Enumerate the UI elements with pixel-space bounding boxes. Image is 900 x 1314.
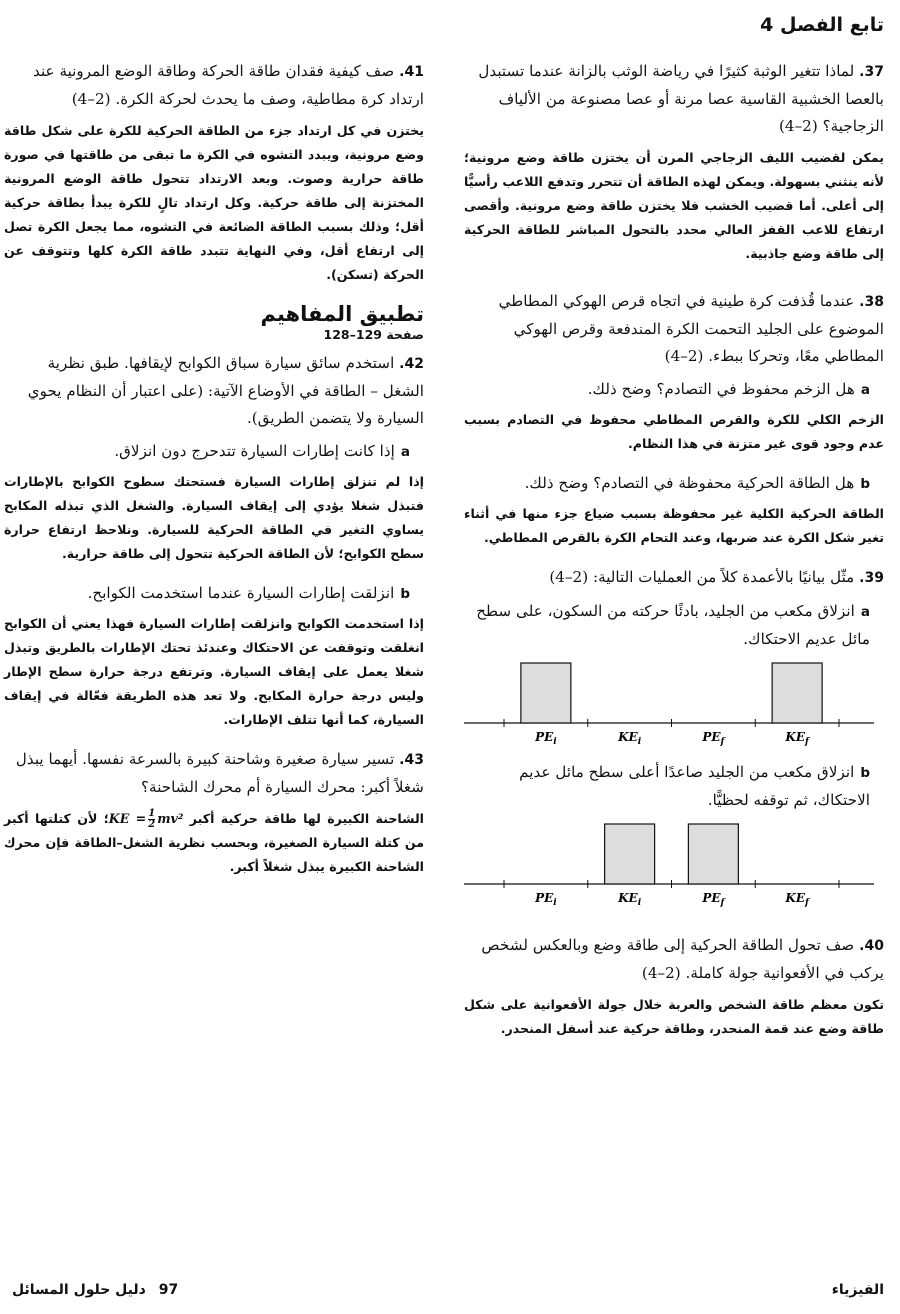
footer-subject: الفيزياء	[831, 1282, 884, 1298]
energy-bar-chart-a	[464, 661, 884, 749]
sub-question-b: bانزلاق مكعب من الجليد صاعدًا أعلى سطح مائل عديم الاحتكاك، ثم توقفه لحظيًّا.	[519, 763, 870, 809]
fraction: $\frac{1}{2}$	[148, 808, 156, 830]
question-38	[464, 288, 884, 550]
answer-text: إذا استخدمت الكوابح وانزلقت إطارات السيارة فهذا يعني أن الكوابح انغلقت وتوقفت عن الاحتكاك وعندئذ تحتك الإطارات بالطريق وتبذل شغلا يعمل على إيقاف السيارة. وترتفع درجة حرارة سطح الإطار وليس درجة حرارة المكابح. ولا تعد هذه الطريقة فعّالة في إيقاف السيارة، كما أنها تتلف الإطارات.	[4, 616, 424, 727]
sub-question-b: bهل الطاقة الحركية محفوظة في التصادم؟ وضح ذلك.	[524, 474, 870, 492]
tick-label-KE_i: $KE_i$	[618, 891, 642, 908]
question-text: صف تحول الطاقة الحركية إلى طاقة وضع وبالعكس لشخص يركب في الأفعوانية جولة كاملة. (2–4)	[481, 936, 884, 982]
question-41	[4, 58, 424, 287]
tick-label-KE_f: $KE_f$	[785, 730, 809, 747]
section-title: تطبيق المفاهيم	[260, 302, 424, 326]
sub-question-a: aانزلاق مكعب من الجليد، بادئًا حركته من السكون، على سطح مائل عديم الاحتكاك.	[476, 602, 870, 648]
question-text: عندما قُذفت كرة طينية في اتجاه قرص الهوكي المطاطي الموضوع على الجليد التحمت الكرة المندفعة وقرص الهوكي المطاطي معًا، وتحركا ببطء. (2–4)	[498, 292, 884, 365]
bar-PE_i	[521, 663, 571, 723]
question-text: لماذا تتغير الوثبة كثيرًا في رياضة الوثب بالزانة عندما تستبدل بالعصا الخشبية القاسية عصا مرنة أو عصا مصنوعة من الألياف الزجاجية؟ (2–4)	[478, 62, 884, 135]
question-text: استخدم سائق سيارة سباق الكوابح لإيقافها. طبق نظرية الشغل – الطاقة في الأوضاع الآتية: (على اعتبار أن النظام يحوي السيارة ولا يتضمن الطريق).	[27, 354, 424, 427]
tick-label-KE_f: $KE_f$	[785, 891, 809, 908]
bar-chart-svg	[464, 822, 874, 910]
question-number: 37 .	[854, 64, 884, 80]
book-title: دليل حلول المسائل	[12, 1282, 146, 1298]
tick-label-PE_i: $PE_i$	[535, 730, 557, 747]
page-header	[16, 14, 884, 40]
bar-KE_i	[605, 824, 655, 884]
section-pages: صفحة 129–128	[323, 327, 424, 342]
bar-chart-svg	[464, 661, 874, 749]
tick-label-PE_i: $PE_i$	[535, 891, 557, 908]
section-heading	[4, 301, 424, 342]
question-number: 42 .	[394, 356, 424, 372]
left-column	[4, 58, 424, 893]
right-column	[464, 58, 884, 1055]
chapter-title: تابع الفصل 4	[760, 14, 884, 36]
tick-label-PE_f: $PE_f$	[702, 730, 725, 747]
sub-question-b: bانزلقت إطارات السيارة عندما استخدمت الكوابح.	[87, 584, 410, 602]
answer-text: تكون معظم طاقة الشخص والعربة خلال جولة الأفعوانية على شكل طاقة وضع عند قمة المنحدر، وطاقة حركية عند أسفل المنحدر.	[464, 997, 884, 1036]
question-number: 43 .	[394, 752, 424, 768]
tick-label-KE_i: $KE_i$	[618, 730, 642, 747]
bar-PE_f	[688, 824, 738, 884]
question-text: مثّل بيانيًا بالأعمدة كلاً من العمليات التالية: (2–4)	[549, 568, 855, 586]
question-text: تسير سيارة صغيرة وشاحنة كبيرة بالسرعة نفسها. أيهما يبذل شغلاً أكبر: محرك السيارة أم محرك الشاحنة؟	[15, 750, 424, 796]
question-40	[464, 932, 884, 1041]
question-number: 38 .	[854, 294, 884, 310]
sub-question-a: aهل الزخم محفوظ في التصادم؟ وضح ذلك.	[587, 380, 870, 398]
question-37	[464, 58, 884, 266]
page-footer	[12, 1282, 884, 1304]
question-42	[4, 350, 424, 732]
kinetic-energy-formula: KE = $\frac{1}{2}$ mv²	[108, 808, 184, 830]
answer-text: الشاحنة الكبيرة لها طاقة حركية أكبر KE = $\frac{1}{2}$ mv²؛ لأن كتلتها أكبر من كتلة السيارة الصغيرة، وبحسب نظرية الشغل–الطاقة فإن محرك الشاحنة الكبيرة يبذل شغلاً أكبر.	[4, 808, 424, 874]
question-43	[4, 746, 424, 879]
question-39	[464, 564, 884, 910]
sub-question-a: aإذا كانت إطارات السيارة تتدحرج دون انزلاق.	[114, 442, 410, 460]
bar-KE_f	[772, 663, 822, 723]
answer-text: يمكن لقضيب الليف الزجاجي المرن أن يختزن طاقة وضع مرونية؛لأنه ينثني بسهولة. ويمكن لهذه الطاقة أن تتحرر وتدفع اللاعب رأسيًّا إلى أعلى. أما قضيب الخشب فلا يختزن طاقة وضع مرونية. وأقصى ارتفاع للاعب القفز العالي محدد بالتحول المباشر للطاقة الحركية إلى طاقة وضع جاذبية.	[464, 150, 884, 261]
page-number: 97	[158, 1282, 179, 1298]
question-number: 41 .	[394, 64, 424, 80]
question-number: 40 .	[854, 938, 884, 954]
answer-text: يختزن في كل ارتداد جزء من الطاقة الحركية للكرة على شكل طاقة وضع مرونية، ويبدد التشوه في الكرة ما تبقى من طاقتها في صورة طاقة حرارية وصوت. وبعد الارتداد تتحول طاقة الوضع المرونية المختزنة إلى طاقة حركية. وكل ارتداد تالٍ للكرة يبدأ بطاقة حركية أقل؛ وذلك بسبب الطاقة الضائعة في التشوه، مما يجعل الكرة تصل إلى ارتفاع أقل، وفي النهاية تتبدد طاقة الكرة كلها وتتوقف عن الحركة (تسكن).	[4, 123, 424, 282]
energy-bar-chart-b	[464, 822, 884, 910]
answer-text: الطاقة الحركية الكلية غير محفوظة بسبب ضياع جزء منها في أثناء تغير شكل الكرة عند ضربها، وعند التحام الكرة بالقرص المطاطي.	[464, 506, 884, 545]
tick-label-PE_f: $PE_f$	[702, 891, 725, 908]
question-number: 39 .	[854, 570, 884, 586]
answer-text: إذا لم تنزلق إطارات السيارة فستحتك سطوح الكوابح بالإطارات فتبذل شغلا يؤدي إلى إيقاف السيارة. والشغل الذي تبذله المكابح يساوي التغير في الطاقة الحركية للسيارة. ونلاحظ ارتفاع حرارة سطح الكوابح؛ لأن الطاقة الحركية تتحول إلى طاقة حرارية.	[4, 474, 424, 561]
question-text: صف كيفية فقدان طاقة الحركة وطاقة الوضع المرونية عند ارتداد كرة مطاطية، وصف ما يحدث لحركة الكرة. (2–4)	[33, 62, 424, 108]
answer-text: الزخم الكلي للكرة والقرص المطاطي محفوظ في التصادم بسبب عدم وجود قوى غير متزنة في هذا النظام.	[464, 412, 884, 451]
footer-left	[12, 1282, 178, 1298]
